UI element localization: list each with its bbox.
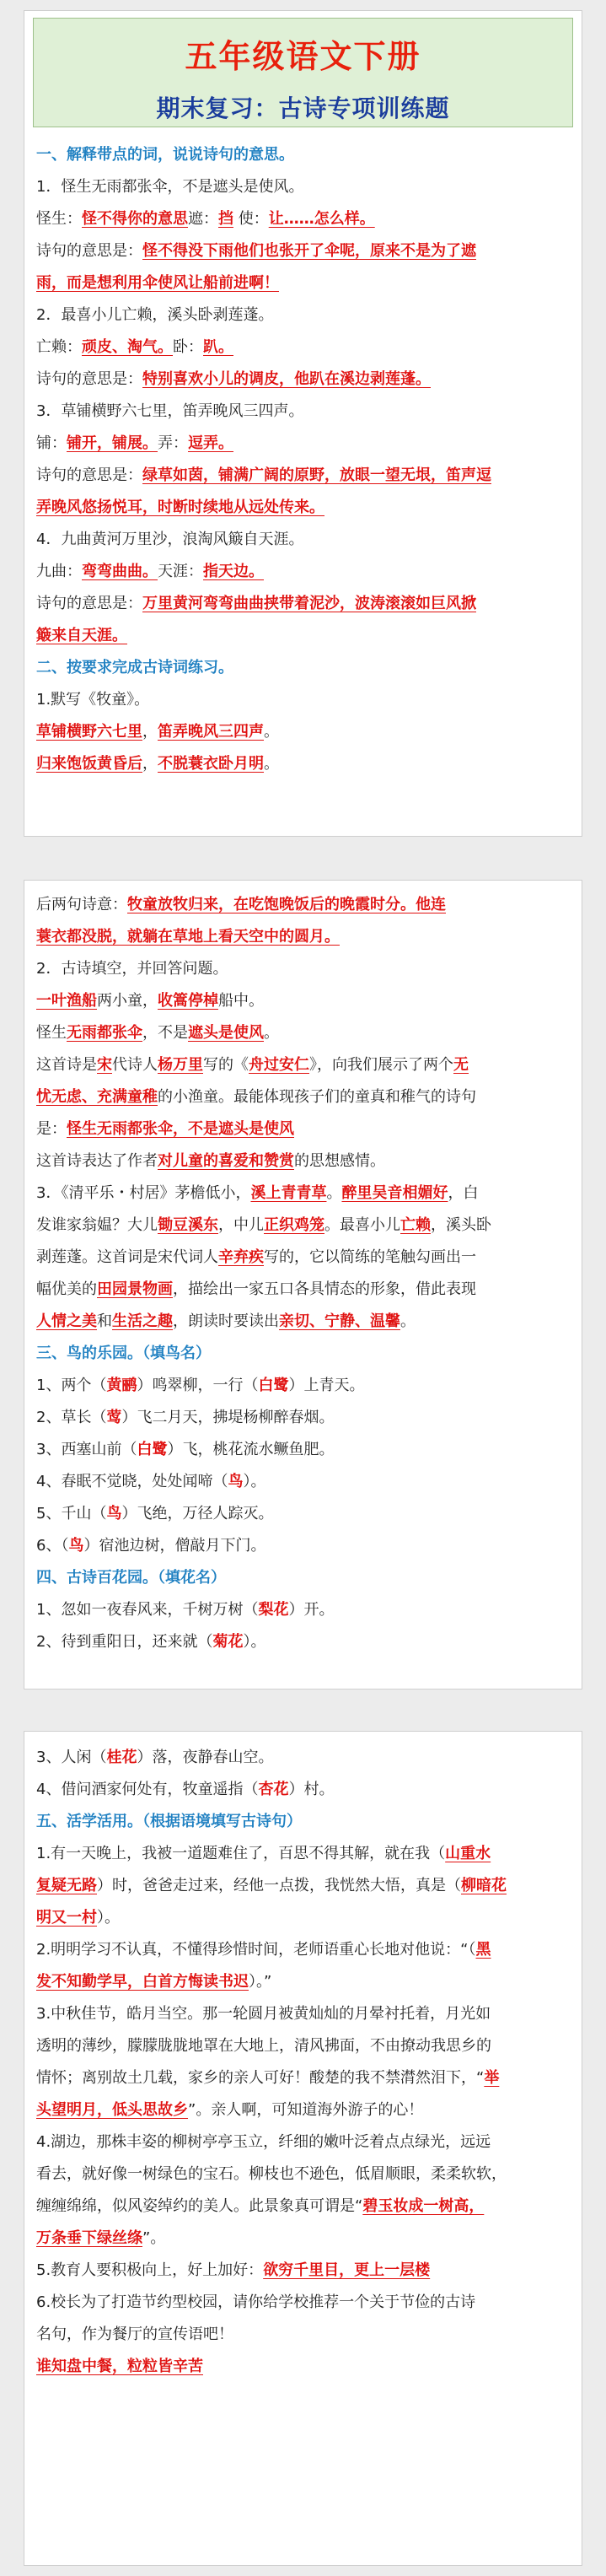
answer-text: 怪不得没下雨他们也张开了伞呢，原来不是为了遮 [142,242,476,260]
paragraph-line: 这首诗表达了作者对儿童的喜爱和赞赏的思想感情。 [36,1152,385,1170]
paragraph-line: 透明的薄纱，朦朦胧胧地罩在大地上，清风拂面，不由撩动我思乡的 [36,2037,491,2055]
meaning-row [36,267,570,299]
section-1-heading: 一、解释带点的词，说说诗句的意思。 [36,146,294,164]
paragraph-line: 是：怪生无雨都张伞，不是遮头是使风 [36,1120,294,1138]
list-item: 5、千山（鸟）飞绝，万径人踪灭。 [36,1505,274,1522]
meaning-row [36,620,570,652]
poem-line: 草铺横野六七里，笛弄晚风三四声。 [36,723,279,741]
paragraph-line: 谁知盘中餐，粒粒皆辛苦 [36,2358,203,2375]
paragraph-line: 复疑无路）时，爸爸走过来，经他一点拨，我恍然大悟，真是（柳暗花 [36,1877,507,1894]
fill-line: 一叶渔船两小童，收篙停棹船中。 [36,992,264,1010]
paragraph-line: 人情之美和生活之趣，朗读时要读出亲切、宁静、温馨。 [36,1312,416,1330]
list-item: 2、待到重阳日，还来就（菊花）。 [36,1633,266,1651]
answer-text: 牧童放牧归来，在吃饱晚饭后的晚霞时分。他连 [127,896,446,913]
page-3-content [24,1732,582,2383]
answer-text: 弯弯曲曲。 [82,563,158,580]
paragraph-line: 4.湖边，那株丰姿的柳树亭亭玉立，纤细的嫩叶泛着点点绿光，远远 [36,2133,491,2151]
answer-text: 逗弄。 [188,434,233,452]
paragraph-line: 情怀；离别故土几载，家乡的亲人可好！酸楚的我不禁潸然泪下，“举 [36,2069,500,2087]
meaning-row: 后两句诗意：牧童放牧归来，在吃饱晚饭后的晚霞时分。他连 [36,896,446,913]
page-title: 五年级语文下册 [185,37,421,75]
paragraph-line: 忧无虑、充满童稚的小渔童。最能体现孩子们的童真和稚气的诗句 [36,1088,476,1106]
answer-text: 弄晚风悠扬悦耳，时断时续地从远处传来。 [36,498,324,516]
section-2-heading: 二、按要求完成古诗词练习。 [36,659,233,676]
paragraph-line: 看去，就好像一树绿色的宝石。柳枝也不逊色，低眉顺眼，柔柔软软， [36,2165,507,2183]
answer-text: 让……怎么样。 [268,210,375,228]
meaning-row: 诗句的意思是：怪不得没下雨他们也张开了伞呢，原来不是为了遮 [36,242,476,260]
answer-text: 蓑衣都没脱，就躺在草地上看天空中的圆月。 [36,928,340,946]
section-3-heading: 三、鸟的乐园。（填鸟名） [36,1345,211,1362]
meaning-row: 诗句的意思是：万里黄河弯弯曲曲挟带着泥沙，波涛滚滚如巨风掀 [36,595,476,612]
answer-text: 趴。 [203,338,233,356]
list-item: 4、借问酒家何处有，牧童遥指（杏花）村。 [36,1781,335,1798]
answer-text: 指天边。 [203,563,264,580]
paragraph-line: 1.有一天晚上，我被一道题难住了，百思不得其解，就在我（山重水 [36,1845,491,1862]
answer-text: 簸来自天涯。 [36,627,127,644]
answer-text: 万里黄河弯弯曲曲挟带着泥沙，波涛滚滚如巨风掀 [142,595,476,612]
question-line: 4．九曲黄河万里沙，浪淘风簸自天涯。 [36,531,304,548]
title-banner [33,18,573,127]
question-line: 1.默写《牧童》。 [36,691,150,709]
answer-text: 顽皮、淘气。 [82,338,173,356]
paragraph-line: 2.明明学习不认真，不懂得珍惜时间，老师语重心长地对他说：“（黑 [36,1941,491,1959]
answer-text: 绿草如茵，铺满广阔的原野，放眼一望无垠，笛声逗 [142,466,491,484]
answer-text: 特别喜欢小儿的调皮，他趴在溪边剥莲蓬。 [142,370,431,388]
list-item: 3、人闲（桂花）落，夜静春山空。 [36,1749,274,1766]
paragraph-line: 缠缠绵绵，似风姿绰约的美人。此景象真可谓是“碧玉妆成一树高， [36,2197,485,2215]
word-explain-row: 铺：铺开，铺展。弄：逗弄。 [36,434,233,452]
meaning-row: 诗句的意思是：绿草如茵，铺满广阔的原野，放眼一望无垠，笛声逗 [36,466,491,484]
answer-text: 笛弄晚风三四声 [158,723,264,741]
paragraph-line: 这首诗是宋代诗人杨万里写的《舟过安仁》，向我们展示了两个无 [36,1056,469,1074]
question-line: 3．草铺横野六七里，笛弄晚风三四声。 [36,402,304,420]
section-5-heading: 五、活学活用。（根据语境填写古诗句） [36,1813,302,1830]
answer-text: 铺开，铺展。 [67,434,158,452]
section-4-heading: 四、古诗百花园。（填花名） [36,1569,226,1587]
question-line: 2．最喜小儿亡赖，溪头卧剥莲蓬。 [36,306,274,324]
paragraph-line: 5.教育人要积极向上，好上加好：欲穷千里目，更上一层楼 [36,2261,431,2279]
question-line: 1．怪生无雨都张伞，不是遮头是使风。 [36,178,304,196]
paragraph-line: 3.中秋佳节，皓月当空。那一轮圆月被黄灿灿的月晕衬托着，月光如 [36,2005,491,2023]
answer-text: 归来饱饭黄昏后 [36,755,142,773]
paragraph-line: 幅优美的田园景物画，描绘出一家五口各具情态的形象，借此表现 [36,1280,476,1298]
worksheet-page-1 [24,10,582,837]
paragraph-line: 名句，作为餐厅的宣传语吧！ [36,2325,233,2343]
word-explain-row: 九曲：弯弯曲曲。天涯：指天边。 [36,563,264,580]
worksheet-page-3 [24,1731,582,2566]
question-line: 2．古诗填空，并回答问题。 [36,960,228,978]
paragraph-line: 发谁家翁媪？大儿锄豆溪东，中儿正织鸡笼。最喜小儿亡赖，溪头卧 [36,1216,491,1234]
section-1 [24,127,582,780]
page-subtitle: 期末复习：古诗专项训练题 [156,94,450,122]
list-item: 1、两个（黄鹂）鸣翠柳，一行（白鹭）上青天。 [36,1377,365,1394]
paragraph-line: 剥莲蓬。这首词是宋代词人辛弃疾写的，它以简练的笔触勾画出一 [36,1248,476,1266]
list-item: 6、（鸟）宿池边树，僧敲月下门。 [36,1537,266,1555]
fill-line: 怪生无雨都张伞，不是遮头是使风。 [36,1024,279,1042]
word-explain-row: 怪生：怪不得你的意思遮：挡 使：让……怎么样。 [36,210,375,228]
answer-text: 挡 [218,210,233,228]
meaning-row [36,492,570,524]
answer-text: 雨，而是想利用伞使风让船前进啊！ [36,274,279,292]
paragraph-line: 发不知勤学早，白首方悔读书迟）。” [36,1973,272,1991]
paragraph-line: 3．《清平乐・村居》茅檐低小，溪上青青草。醉里吴音相媚好，白 [36,1184,479,1202]
word-explain-row: 亡赖：顽皮、淘气。卧：趴。 [36,338,233,356]
list-item: 2、草长（莺）飞二月天，拂堤杨柳醉春烟。 [36,1409,335,1426]
list-item: 3、西塞山前（白鹭）飞，桃花流水鳜鱼肥。 [36,1441,335,1458]
answer-text: 不脱蓑衣卧月明 [158,755,264,773]
answer-text: 草铺横野六七里 [36,723,142,741]
worksheet-page-2 [24,880,582,1689]
page-2-content [24,881,582,1658]
meaning-row [36,921,570,953]
list-item: 4、春眠不觉晓，处处闻啼（鸟）。 [36,1473,266,1490]
meaning-row: 诗句的意思是：特别喜欢小儿的调皮，他趴在溪边剥莲蓬。 [36,370,431,388]
paragraph-line: 万条垂下绿丝绦”。 [36,2229,166,2247]
poem-line: 归来饱饭黄昏后，不脱蓑衣卧月明。 [36,755,279,773]
paragraph-line: 明又一村）。 [36,1909,120,1927]
paragraph-line: 头望明月，低头思故乡”。亲人啊，可知道海外游子的心！ [36,2101,424,2119]
paragraph-line: 6.校长为了打造节约型校园，请你给学校推荐一个关于节俭的古诗 [36,2293,476,2311]
list-item: 1、忽如一夜春风来，千树万树（梨花）开。 [36,1601,335,1619]
answer-text: 怪不得你的意思 [82,210,188,228]
